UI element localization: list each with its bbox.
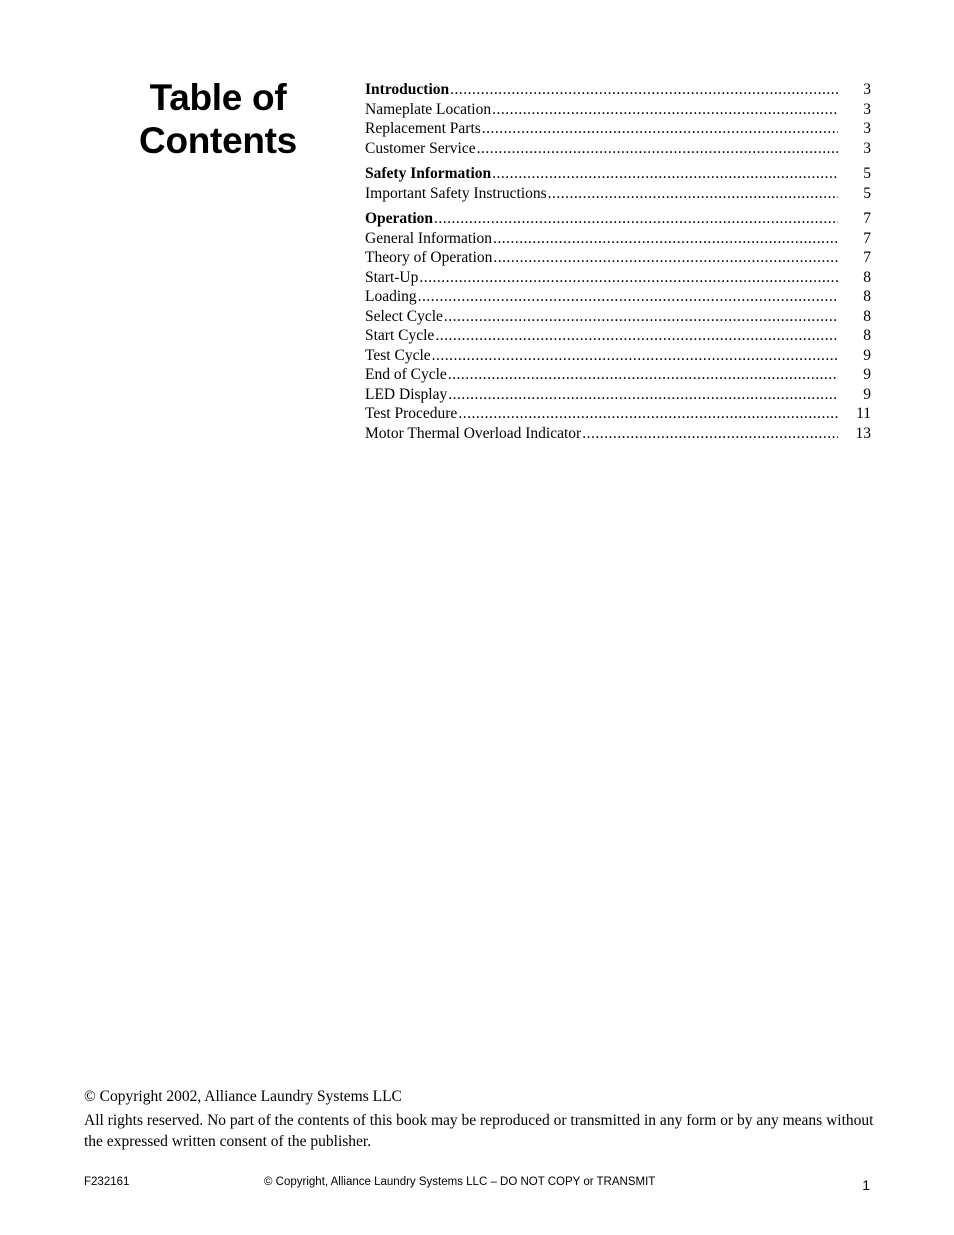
toc-page-number: 9: [863, 366, 871, 383]
toc-page-number: 8: [863, 288, 871, 305]
toc-title: Theory of Operation: [365, 249, 493, 266]
toc-heading[interactable]: [365, 209, 871, 229]
dot-leader: [435, 326, 838, 346]
dot-leader: [418, 287, 838, 307]
table-of-contents: [365, 80, 871, 449]
toc-title: Start-Up: [365, 268, 419, 286]
rights-reserved-text: All rights reserved. No part of the contents of this book may be reproduced or transmitted in any form or by any means without the expressed written consent of the publisher.: [84, 1112, 874, 1150]
dot-leader: [493, 248, 838, 268]
toc-page-number: 3: [863, 139, 871, 157]
toc-entry[interactable]: [365, 248, 871, 268]
toc-entry[interactable]: [365, 326, 871, 346]
toc-title: End of Cycle: [365, 366, 447, 383]
dot-leader: [444, 307, 838, 327]
toc-title: General Information: [365, 229, 492, 247]
toc-page-number: 7: [863, 249, 871, 266]
document-code: F232161: [84, 1176, 130, 1188]
toc-page-number: 8: [863, 307, 871, 325]
dot-leader: [482, 119, 838, 139]
dot-leader: [548, 184, 838, 204]
copyright-block: [84, 1086, 874, 1152]
toc-title: Introduction: [365, 81, 450, 98]
toc-entry[interactable]: [365, 287, 871, 307]
toc-title: Important Safety Instructions: [365, 184, 547, 202]
copyright-line: © Copyright 2002, Alliance Laundry Systems LLC: [84, 1088, 402, 1105]
toc-page-number: 3: [863, 100, 871, 118]
toc-page-number: 5: [863, 165, 871, 182]
dot-leader: [432, 346, 838, 366]
page-title: [120, 76, 316, 162]
toc-page-number: 8: [863, 268, 871, 286]
toc-entry[interactable]: [365, 184, 871, 204]
toc-title: Select Cycle: [365, 307, 443, 325]
dot-leader: [477, 139, 838, 159]
dot-leader: [458, 404, 838, 424]
toc-entry[interactable]: [365, 119, 871, 139]
toc-entry[interactable]: [365, 307, 871, 327]
toc-entry[interactable]: [365, 100, 871, 120]
dot-leader: [582, 424, 838, 444]
toc-page-number: 5: [863, 184, 871, 202]
toc-title: Customer Service: [365, 139, 476, 157]
toc-page-number: 9: [863, 385, 871, 403]
dot-leader: [434, 209, 838, 229]
toc-page-number: 3: [863, 120, 871, 137]
page-number: 1: [862, 1177, 870, 1193]
page-title-line-1: Table of: [149, 77, 287, 118]
toc-page-number: 3: [863, 81, 871, 98]
toc-entry[interactable]: [365, 385, 871, 405]
page-title-line-2: Contents: [139, 120, 297, 161]
toc-page-number: 7: [863, 229, 871, 247]
toc-entry[interactable]: [365, 424, 871, 444]
toc-title: Test Cycle: [365, 346, 431, 364]
dot-leader: [492, 164, 838, 184]
dot-leader: [419, 268, 838, 288]
toc-title: Safety Information: [365, 165, 492, 182]
dot-leader: [450, 80, 838, 100]
toc-title: Start Cycle: [365, 327, 435, 344]
dot-leader: [448, 385, 838, 405]
toc-page-number: 9: [863, 346, 871, 364]
toc-section-operation: [365, 209, 871, 443]
toc-heading[interactable]: [365, 80, 871, 100]
dot-leader: [492, 100, 838, 120]
toc-section-introduction: [365, 80, 871, 158]
toc-entry[interactable]: [365, 229, 871, 249]
toc-entry[interactable]: [365, 365, 871, 385]
toc-title: Loading: [365, 288, 417, 305]
toc-page-number: 11: [856, 405, 871, 422]
toc-title: Replacement Parts: [365, 120, 481, 137]
dot-leader: [448, 365, 838, 385]
toc-page-number: 13: [855, 424, 871, 442]
toc-title: Motor Thermal Overload Indicator: [365, 424, 582, 442]
toc-title: Test Procedure: [365, 405, 458, 422]
page-footer: [84, 1176, 870, 1196]
toc-entry[interactable]: [365, 346, 871, 366]
toc-title: Operation: [365, 210, 434, 227]
toc-title: Nameplate Location: [365, 100, 492, 118]
toc-section-safety-information: [365, 164, 871, 203]
toc-page-number: 7: [863, 210, 871, 227]
toc-page-number: 8: [863, 327, 871, 344]
toc-entry[interactable]: [365, 268, 871, 288]
toc-heading[interactable]: [365, 164, 871, 184]
toc-entry[interactable]: [365, 139, 871, 159]
toc-title: LED Display: [365, 385, 448, 403]
footer-copyright-notice: © Copyright, Alliance Laundry Systems LLC – DO NOT COPY or TRANSMIT: [264, 1176, 656, 1188]
toc-entry[interactable]: [365, 404, 871, 424]
dot-leader: [493, 229, 838, 249]
